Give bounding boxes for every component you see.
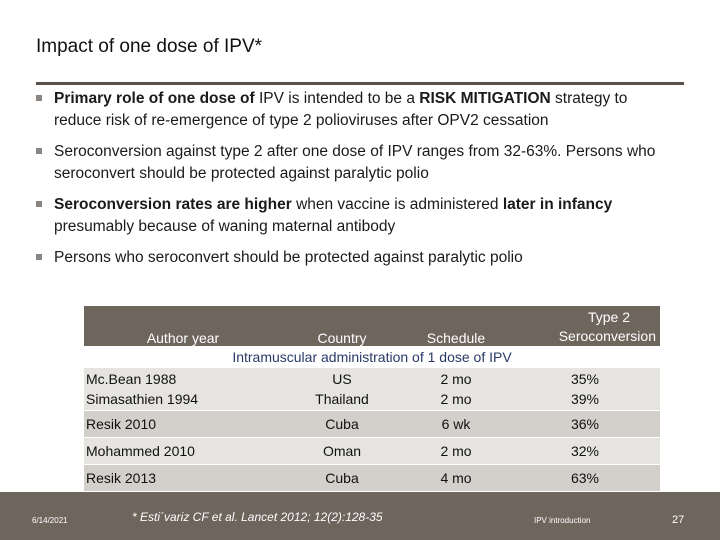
cell-country: Cuba xyxy=(282,465,402,491)
cell-schedule-line2: 2 mo xyxy=(440,391,472,407)
seroconversion-table xyxy=(84,306,660,491)
header-sero-line2: Seroconversion xyxy=(558,328,656,344)
table-row xyxy=(84,368,660,411)
bullet-square-icon xyxy=(36,201,42,207)
cell-author: Mohammed 2010 xyxy=(84,438,282,465)
table-subheader-row xyxy=(84,346,660,368)
bullet-1-text-b: strategy to reduce risk of re-emergence of type 2 polioviruses after OPV2 cessation xyxy=(54,90,628,129)
footer-date: 6/14/2021 xyxy=(32,516,68,525)
cell-author: Resik 2010 xyxy=(84,411,282,438)
bullet-3-bold-a: Seroconversion rates are higher xyxy=(54,196,292,213)
header-sero-line1: Type 2 xyxy=(587,309,630,325)
bullet-4 xyxy=(36,247,676,269)
header-country: Country xyxy=(282,306,402,346)
table-row xyxy=(84,438,660,465)
cell-sero: 36% xyxy=(510,411,660,438)
cell-schedule xyxy=(402,368,510,411)
cell-author-line1: Mc.Bean 1988 xyxy=(86,371,177,387)
cell-author xyxy=(84,368,282,411)
header-seroconversion xyxy=(510,306,660,346)
bullet-square-icon xyxy=(36,95,42,101)
bullet-1 xyxy=(36,88,676,132)
cell-schedule: 2 mo xyxy=(402,438,510,465)
header-schedule: Schedule xyxy=(402,306,510,346)
bullet-1-bold-b: RISK MITIGATION xyxy=(419,90,551,107)
table-subheader: Intramuscular administration of 1 dose of IPV xyxy=(84,346,660,368)
table-header-row xyxy=(84,306,660,346)
bullet-list xyxy=(36,88,676,278)
bullet-3-bold-b: later in infancy xyxy=(502,196,613,213)
cell-sero-line1: 35% xyxy=(570,371,600,387)
header-author-year: Author year xyxy=(84,306,282,346)
table-row xyxy=(84,465,660,491)
bullet-square-icon xyxy=(36,148,42,154)
cell-country: Oman xyxy=(282,438,402,465)
footer-label: IPV introduction xyxy=(534,516,591,525)
table-row xyxy=(84,411,660,438)
cell-country: Cuba xyxy=(282,411,402,438)
bullet-1-bold-a: Primary role of one dose of xyxy=(54,90,259,107)
footer-citation: * Esti´variz CF et al. Lancet 2012; 12(2):128-35 xyxy=(132,510,383,524)
title-divider xyxy=(36,82,684,85)
bullet-square-icon xyxy=(36,254,42,260)
cell-author: Resik 2013 xyxy=(84,465,282,491)
bullet-1-text-a: IPV is intended to be a xyxy=(259,90,420,107)
bullet-2 xyxy=(36,141,676,185)
page-number: 27 xyxy=(672,514,685,526)
bullet-3-text-a: when vaccine is administered xyxy=(291,196,503,213)
cell-schedule: 6 wk xyxy=(402,411,510,438)
cell-country xyxy=(282,368,402,411)
cell-country-line1: US xyxy=(332,371,352,387)
bullet-3-text-b: presumably because of waning maternal antibody xyxy=(54,218,396,235)
slide-title: Impact of one dose of IPV* xyxy=(36,36,263,57)
bullet-3 xyxy=(36,194,676,238)
cell-author-line2: Simasathien 1994 xyxy=(86,391,199,407)
bullet-4-text: Persons who seroconvert should be protected against paralytic polio xyxy=(54,249,523,266)
cell-sero xyxy=(510,368,660,411)
cell-sero: 63% xyxy=(510,465,660,491)
bullet-2-text: Seroconversion against type 2 after one dose of IPV ranges from 32-63%. Persons who seroconvert should be protected against paralytic polio xyxy=(54,143,656,182)
cell-sero: 32% xyxy=(510,438,660,465)
cell-schedule: 4 mo xyxy=(402,465,510,491)
slide-footer xyxy=(0,492,720,540)
cell-country-line2: Thailand xyxy=(315,391,369,407)
cell-schedule-line1: 2 mo xyxy=(440,371,472,387)
cell-sero-line2: 39% xyxy=(570,391,600,407)
